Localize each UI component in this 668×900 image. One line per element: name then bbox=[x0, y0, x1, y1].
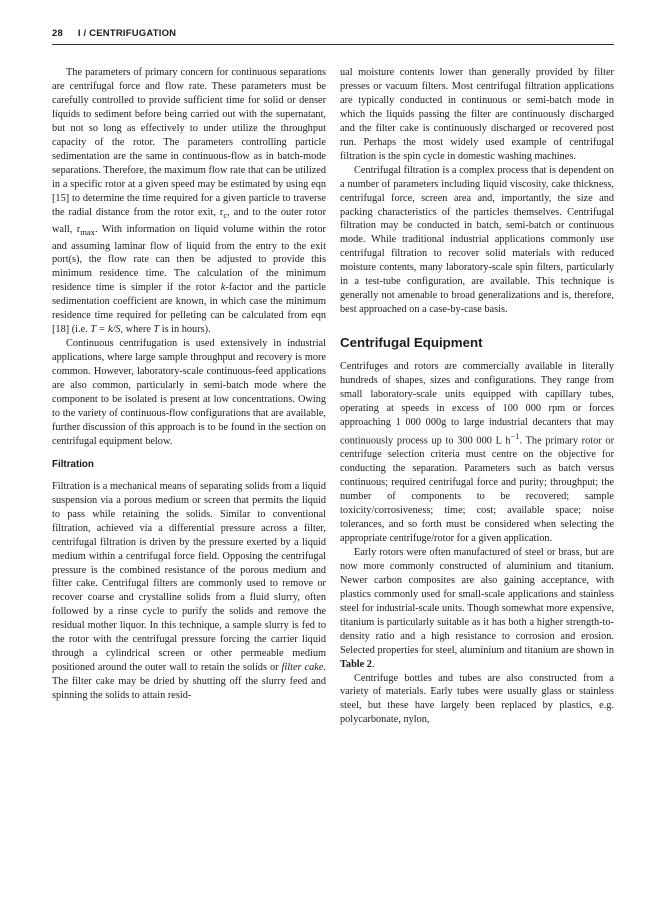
paragraph-continuous-usage: Continuous centrifugation is used extensively in industrial applications, where large sample throughput and recovery is more common. However, laboratory-scale continuous-feed applications are also common, particularly in semi-batch mode where the component to be isolated is present at low concentrations. Owing to the variety of continuous-flow configurations that are available, further discussion of this approach is to be found in the section on centrifugal equipment below. bbox=[52, 338, 326, 447]
paragraph-filtration-parameters: Centrifugal filtration is a complex process that is dependent on a number of parameters including liquid viscosity, cake thickness, centrifugal force, screen area and, importantly, the size and packing characteristics of the particles themselves. Centrifugal filtration may be conducted in batch, semi-batch or continuous mode. While traditional industrial applications commonly use centrifugal filtration to recover solid materials with reduced moisture contents, many laboratory-scale spin filters, particularly in a test-tube configuration, are available. This technique is generally not amenable to broad generalizations and is, therefore, best approached on a case-by-case basis. bbox=[340, 164, 614, 316]
left-column bbox=[52, 66, 326, 703]
right-column bbox=[340, 66, 614, 727]
filtration-heading: Filtration bbox=[52, 458, 94, 470]
section-heading-centrifugal-equipment: Centrifugal Equipment bbox=[340, 335, 483, 351]
paragraph-continuous-parameters: The parameters of primary concern for continuous separations are centrifugal force and flow rate. These parameters must be carefully controlled to provide sufficient time for solid or denser liquids to sediment before being carried out with the supernatant, but not so long as effectively to under utilize the throughput capacity of the rotor. The parameters controlling particle sedimentation are the same in continuous-flow as in batch-mode separations. Therefore, the maximum flow rate that can be utilized in a specific rotor at a given speed may be estimated by using eqn [15] to determine the time required for a given particle to traverse the radial distance from the rotor exit, $r_c$, and to the outer rotor wall, $r_{max}$. With information on liquid volume within the rotor and assuming laminar flow of liquid from the entry to the exit port(s), the flow rate can then be adjusted to provide this minimum residence time. The calculation of the minimum residence time is simpler if the rotor k-factor and the particle sedimentation coefficient are known, in which case the minimum residence time required for pelleting can be calculated from eqn [18] (i.e. T = k/S, where T is in hours). bbox=[52, 67, 327, 336]
running-title: I / CENTRIFUGATION bbox=[77, 28, 177, 39]
paragraph-filtration-continued: ual moisture contents lower than generally provided by filter presses or vacuum filters. Most centrifugal filtration applications are typically conducted in continuous or semi-batch mode in which the liquids passing the filter are continuously discharged and the filter cake is continuously discharged or recovered post run. Perhaps the most widely used example of centrifugal filtration is the spin cycle in domestic washing machines. bbox=[340, 67, 614, 162]
header-rule bbox=[52, 44, 614, 45]
equation-inline: T = k/S bbox=[90, 324, 121, 336]
paragraph-rotor-materials: Early rotors were often manufactured of steel or brass, but are now more commonly constructed of aluminium and titanium. Newer carbon composites are also gaining acceptance, with plastics commonly used for small-scale applications and stainless steel for industrial-scale units. Though somewhat more expensive, titanium is particularly suitable as it has both a higher strength-to-density ratio and a high resistance to corrosion and erosion. Selected properties for steel, aluminium and titanium are shown in Table 2. bbox=[340, 546, 614, 670]
paragraph-bottles-tubes: Centrifuge bottles and tubes are also constructed from a variety of materials. Early tubes were usually glass or stainless steel, but these have largely been replaced by plastics, e.g. polycarbonate, nylon, bbox=[340, 672, 614, 726]
paragraph-centrifuges-rotors: Centrifuges and rotors are commercially available in literally hundreds of shapes, sizes and configurations. They range from small laboratory-scale units equipped with capillary tubes, operating at speeds in excess of 100 000 rpm or forces approaching 1 000 000g to large industrial decanters that may continuously process up to 300 000 L $h^{-1}$. The primary rotor or centrifuge selection criteria must centre on the objective for conducting the separation. Parameters such as batch versus continuous; required centrifugal force and purity; throughput; the number of components to be recovered; sample toxicity/corrosiveness; time; cost; available space; noise tolerances, and so forth must be considered when selecting the appropriate centrifuge/rotor for a given application. bbox=[340, 361, 614, 544]
paragraph-filtration: Filtration is a mechanical means of separating solids from a liquid suspension via a porous medium or screen that permits the liquid to pass while retaining the solids. Similar to conventional filtration, achieved via a differential pressure across a filter, centrifugal filtration is driven by the pressure exerted by a liquid medium within a centrifugal force field. Opposing the centrifugal pressure is the combined resistance of the porous medium and filter cake. Centrifugal filters are commonly used to remove or recover coarse and crystalline solids from a fluid slurry, often followed by a rinse cycle to purify the solids and remove the residual mother liquor. In this technique, a sample slurry is fed to the rotor with the centrifugal pressure forcing the carrier liquid through a cylindrical screen or other permeable medium positioned around the outer wall to retain the solids or filter cake. The filter cake may be dried by shutting off the slurry feed and spinning the solids to attain resid- bbox=[52, 480, 326, 702]
table-reference: Table 2 bbox=[340, 658, 372, 670]
page-number: 28 bbox=[52, 28, 63, 39]
running-header bbox=[52, 28, 614, 39]
